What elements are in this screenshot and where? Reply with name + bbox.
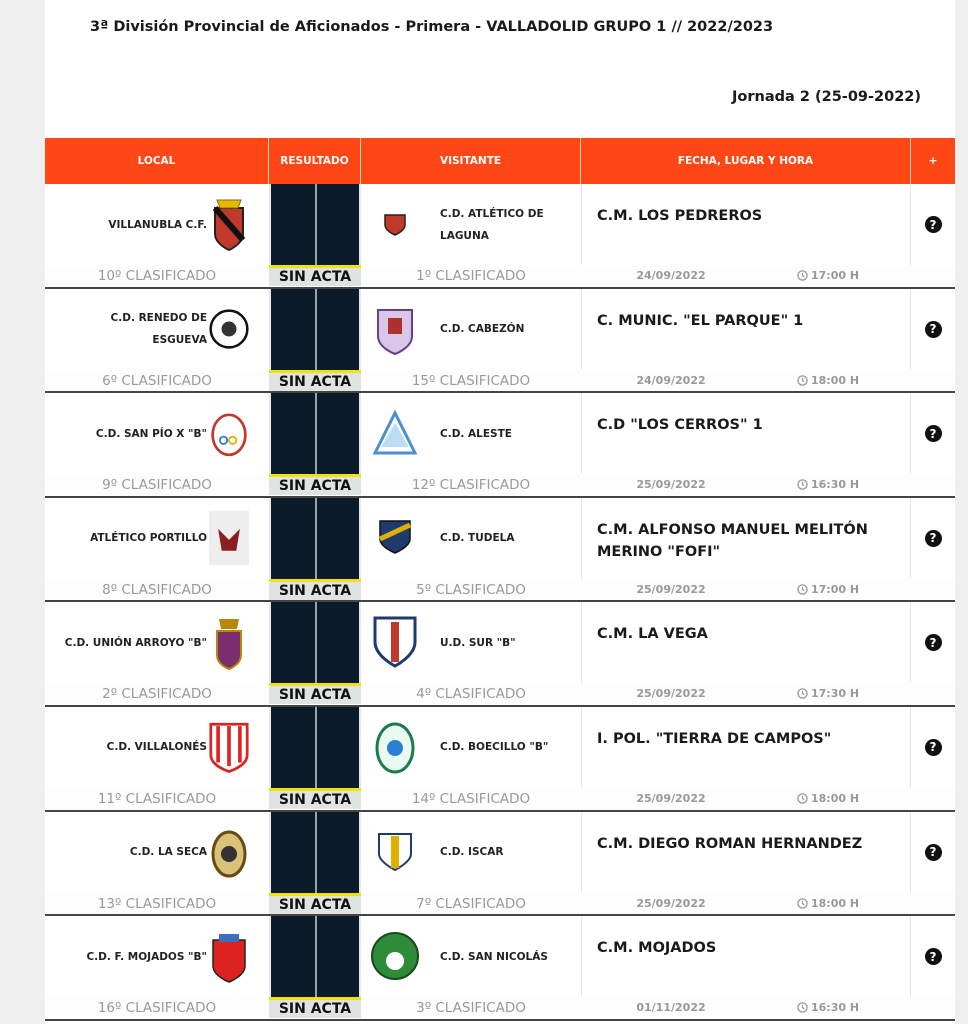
- clock-icon: [797, 584, 808, 595]
- venue-name: I. POL. "TIERRA DE CAMPOS": [597, 730, 832, 747]
- visitor-team-name[interactable]: C.D. SAN NICOLÁS: [440, 950, 548, 963]
- matches-list: [45, 184, 955, 1021]
- venue-cell: [581, 602, 911, 683]
- result-box: [269, 184, 361, 266]
- local-team-crest-icon[interactable]: [209, 612, 249, 672]
- visitor-standing: 1º CLASIFICADO: [416, 268, 526, 284]
- match-date: 25/09/2022: [636, 687, 706, 701]
- match-date: 24/09/2022: [636, 373, 706, 387]
- local-team-crest-icon[interactable]: [209, 717, 249, 777]
- match-time: [797, 897, 859, 910]
- match-row: [45, 812, 955, 917]
- match-time: [797, 792, 859, 805]
- clock-icon: [797, 688, 808, 699]
- venue-name: C.M. LA VEGA: [597, 626, 708, 643]
- clock-icon: [797, 1002, 808, 1013]
- local-team-crest-icon[interactable]: [209, 299, 249, 359]
- local-team-crest-icon[interactable]: [209, 822, 249, 882]
- visitor-team-crest-icon[interactable]: [367, 508, 423, 568]
- acta-status[interactable]: SIN ACTA: [269, 474, 361, 495]
- local-team-name[interactable]: C.D. RENEDO DE ESGUEVA: [110, 312, 207, 347]
- acta-status[interactable]: SIN ACTA: [269, 265, 361, 286]
- table-header: [45, 138, 955, 184]
- venue-name: C.M. MOJADOS: [597, 940, 717, 957]
- page-title: 3ª División Provincial de Aficionados - Primera - VALLADOLID GRUPO 1 // 2022/2023: [90, 19, 774, 35]
- visitor-team-name[interactable]: C.D. BOECILLO "B": [440, 741, 549, 754]
- result-box: [269, 916, 361, 998]
- match-time-text: 18:00 H: [811, 373, 860, 387]
- visitor-standing: 12º CLASIFICADO: [411, 477, 531, 494]
- clock-icon: [797, 270, 808, 281]
- visitor-standing: 7º CLASIFICADO: [416, 895, 526, 912]
- match-time-text: 16:30 H: [811, 1001, 860, 1015]
- match-row: [45, 916, 955, 1021]
- match-time: [797, 269, 859, 282]
- venue-cell: [581, 916, 911, 997]
- venue-name: C.M. LOS PEDREROS: [597, 208, 763, 224]
- local-team-crest-icon[interactable]: [209, 403, 249, 463]
- header-plus: +: [928, 155, 938, 167]
- header-fecha: FECHA, LUGAR Y HORA: [581, 138, 911, 184]
- match-date: 25/09/2022: [636, 896, 706, 910]
- venue-name: C. MUNIC. "EL PARQUE" 1: [597, 312, 804, 329]
- more-info-button[interactable]: [911, 498, 955, 579]
- local-team-name[interactable]: C.D. SAN PÍO X "B": [95, 427, 207, 440]
- visitor-standing: 15º CLASIFICADO: [411, 372, 531, 389]
- match-date: 01/11/2022: [636, 1001, 706, 1015]
- more-info-button[interactable]: [911, 602, 955, 683]
- match-time-text: 17:00 H: [811, 269, 860, 282]
- local-standing: 16º CLASIFICADO: [97, 1000, 217, 1017]
- match-row: [45, 289, 955, 394]
- visitor-team-name[interactable]: C.D. TUDELA: [440, 532, 515, 545]
- match-time: [797, 583, 859, 596]
- match-date: 25/09/2022: [636, 478, 706, 492]
- visitor-standing: 3º CLASIFICADO: [416, 1000, 526, 1017]
- match-row: [45, 184, 955, 289]
- match-time: [797, 478, 859, 491]
- acta-status[interactable]: SIN ACTA: [269, 893, 361, 914]
- venue-cell: [581, 707, 911, 788]
- local-standing: 6º CLASIFICADO: [102, 372, 212, 389]
- local-team-crest-icon[interactable]: [209, 508, 249, 568]
- result-box: [269, 393, 361, 475]
- local-team-name[interactable]: ATLÉTICO PORTILLO: [90, 532, 207, 545]
- visitor-team-name[interactable]: C.D. ISCAR: [440, 846, 504, 859]
- more-info-button[interactable]: [911, 289, 955, 370]
- more-info-button[interactable]: [911, 916, 955, 997]
- venue-cell: [581, 184, 911, 265]
- local-standing: 8º CLASIFICADO: [102, 581, 212, 598]
- visitor-team-crest-icon[interactable]: [367, 822, 423, 882]
- match-time: [797, 374, 859, 387]
- local-standing: 2º CLASIFICADO: [102, 686, 212, 703]
- match-time: [797, 1001, 859, 1014]
- match-date: 25/09/2022: [636, 791, 706, 805]
- venue-cell: [581, 289, 911, 370]
- visitor-standing: 14º CLASIFICADO: [411, 790, 531, 807]
- visitor-team-crest-icon[interactable]: [367, 612, 423, 672]
- question-icon: ?: [925, 634, 942, 651]
- local-team-crest-icon[interactable]: [209, 194, 249, 254]
- visitor-team-crest-icon[interactable]: [367, 926, 423, 986]
- visitor-team-name[interactable]: C.D. CABEZÓN: [440, 323, 525, 336]
- clock-icon: [797, 479, 808, 490]
- question-icon: ?: [925, 321, 942, 338]
- clock-icon: [797, 375, 808, 386]
- result-box: [269, 812, 361, 894]
- result-box: [269, 289, 361, 371]
- match-date: 25/09/2022: [636, 582, 706, 596]
- local-team-name[interactable]: C.D. VILLALONÉS: [106, 741, 207, 754]
- more-info-button[interactable]: [911, 812, 955, 893]
- local-standing: 11º CLASIFICADO: [97, 790, 217, 807]
- result-box: [269, 498, 361, 580]
- acta-status[interactable]: SIN ACTA: [269, 370, 361, 391]
- more-info-button[interactable]: [911, 707, 955, 788]
- match-row: [45, 498, 955, 603]
- acta-status[interactable]: SIN ACTA: [269, 788, 361, 809]
- acta-status[interactable]: SIN ACTA: [269, 683, 361, 704]
- local-standing: 9º CLASIFICADO: [102, 477, 212, 494]
- match-time: [797, 687, 859, 700]
- match-time-text: 17:00 H: [811, 582, 860, 596]
- question-icon: ?: [925, 948, 942, 965]
- question-icon: ?: [925, 844, 942, 861]
- more-info-button[interactable]: [911, 393, 955, 474]
- more-info-button[interactable]: [911, 184, 955, 265]
- match-time-text: 18:00 H: [811, 896, 860, 910]
- visitor-team-name[interactable]: C.D. ATLÉTICO DE LAGUNA: [440, 207, 544, 242]
- match-row: [45, 707, 955, 812]
- header-visitante: VISITANTE: [361, 138, 581, 184]
- local-team-crest-icon[interactable]: [209, 926, 249, 986]
- local-team-name[interactable]: C.D. F. MOJADOS "B": [86, 950, 207, 963]
- match-date: 24/09/2022: [636, 269, 706, 282]
- match-time-text: 16:30 H: [811, 478, 860, 492]
- visitor-team-crest-icon[interactable]: [367, 299, 423, 359]
- venue-name: C.M. DIEGO ROMAN HERNANDEZ: [597, 835, 863, 852]
- local-standing: 10º CLASIFICADO: [97, 268, 217, 284]
- match-time-text: 18:00 H: [811, 791, 860, 805]
- result-box: [269, 602, 361, 684]
- local-team-name[interactable]: C.D. LA SECA: [129, 846, 207, 859]
- question-icon: ?: [925, 530, 942, 547]
- header-resultado: RESULTADO: [269, 138, 361, 184]
- page: [45, 0, 955, 1024]
- acta-status[interactable]: SIN ACTA: [269, 579, 361, 600]
- local-team-name[interactable]: VILLANUBLA C.F.: [108, 218, 207, 231]
- visitor-team-crest-icon[interactable]: [367, 194, 423, 254]
- acta-status[interactable]: SIN ACTA: [269, 997, 361, 1018]
- venue-cell: [581, 393, 911, 474]
- visitor-standing: 4º CLASIFICADO: [416, 686, 526, 703]
- visitor-team-name[interactable]: U.D. SUR "B": [440, 636, 516, 649]
- match-time-text: 17:30 H: [811, 687, 860, 701]
- match-row: [45, 602, 955, 707]
- question-icon: ?: [925, 216, 942, 233]
- header-local: LOCAL: [45, 138, 269, 184]
- local-standing: 13º CLASIFICADO: [97, 895, 217, 912]
- local-team-name[interactable]: C.D. UNIÓN ARROYO "B": [64, 636, 207, 649]
- visitor-team-crest-icon[interactable]: [367, 717, 423, 777]
- match-row: [45, 393, 955, 498]
- visitor-team-name[interactable]: C.D. ALESTE: [440, 427, 512, 440]
- jornada-label: Jornada 2 (25-09-2022): [732, 89, 921, 105]
- venue-name: C.D "LOS CERROS" 1: [597, 417, 763, 434]
- clock-icon: [797, 793, 808, 804]
- venue-cell: [581, 812, 911, 893]
- result-box: [269, 707, 361, 789]
- visitor-standing: 5º CLASIFICADO: [416, 581, 526, 598]
- venue-cell: [581, 498, 911, 579]
- question-icon: ?: [925, 739, 942, 756]
- visitor-team-crest-icon[interactable]: [367, 403, 423, 463]
- venue-name: C.M. ALFONSO MANUEL MELITÓN MERINO "FOFI": [597, 521, 868, 560]
- clock-icon: [797, 898, 808, 909]
- question-icon: ?: [925, 425, 942, 442]
